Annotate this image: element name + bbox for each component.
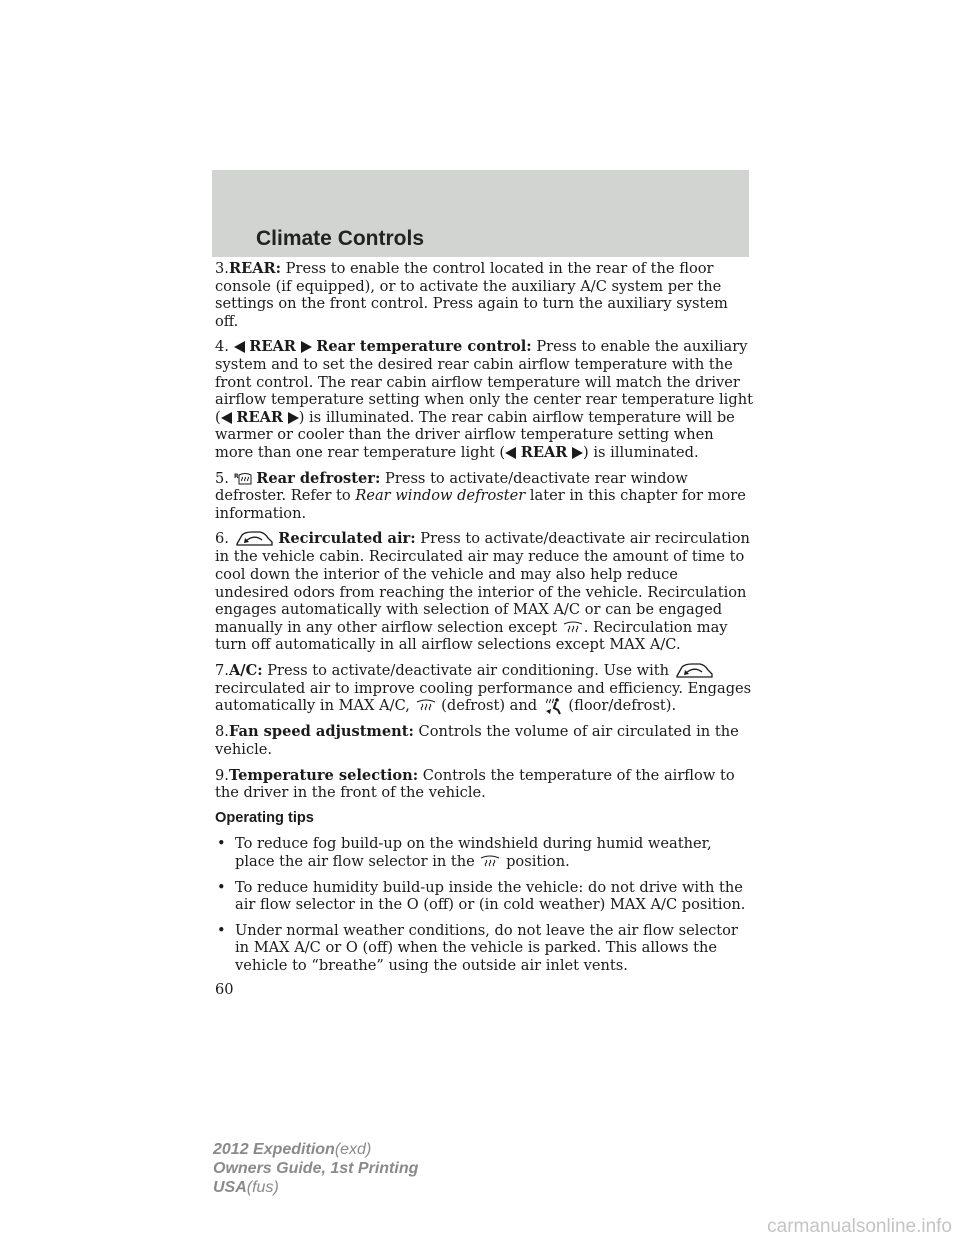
footer-model: 2012 Expedition xyxy=(213,1141,335,1158)
item-text: Controls the volume of air circulated in the vehicle. xyxy=(215,723,739,759)
chapter-header-band xyxy=(212,170,749,257)
defrost-icon xyxy=(562,620,584,636)
page-content xyxy=(215,260,755,998)
arrow-right-icon xyxy=(288,412,299,424)
rear-indicator-label: REAR xyxy=(236,408,284,426)
section-heading: Operating tips xyxy=(215,809,314,826)
chapter-title: Climate Controls xyxy=(256,227,425,250)
item-number: 6. xyxy=(215,530,229,548)
rear-indicator-label: REAR xyxy=(249,338,296,356)
item-term: Recirculated air: xyxy=(278,530,416,548)
arrow-left-icon xyxy=(505,447,516,459)
tip-text: To reduce humidity build-up inside the vehicle: do not drive with the air flow selector in the O (off) or (in cold weather) MAX A/C position. xyxy=(235,878,746,914)
item-term: Rear temperature control: xyxy=(316,338,532,356)
arrow-left-icon xyxy=(234,341,245,353)
item-5 xyxy=(215,470,755,523)
item-3 xyxy=(215,260,755,330)
floor-defrost-icon xyxy=(542,697,564,715)
item-text: Press to activate/deactivate air conditioning. Use with xyxy=(267,661,674,679)
arrow-right-icon xyxy=(572,447,583,459)
bullet-mark: • xyxy=(217,835,226,853)
item-number: 8. xyxy=(215,723,229,741)
tip-item xyxy=(215,879,755,914)
item-term: Rear defroster: xyxy=(256,469,381,487)
footer-edition: Owners Guide, 1st Printing xyxy=(213,1160,419,1177)
bullet-mark: • xyxy=(217,878,226,896)
item-text: Press to enable the auxiliary system and to set the desired rear cabin airflow temperature with the front control. The rear cabin airflow temperature will match the driver airflow temperature setting when only the center rear temperature light ( xyxy=(215,338,753,426)
print-footer xyxy=(213,1140,418,1197)
arrow-left-icon xyxy=(221,412,232,424)
item-number: 4. xyxy=(215,338,229,356)
item-text: recirculated air to improve cooling performance and efficiency. Engages automatically in MAX A/C, xyxy=(215,679,752,715)
item-number: 9. xyxy=(215,766,229,784)
item-text: Press to activate/deactivate air recirculation in the vehicle cabin. Recirculated air may reduce the amount of time to cool down the interior of the vehicle and may also help reduce undesired odors from reaching the interior of the vehicle. Recirculation engages automatically with selection of MAX A/C or can be engaged manually in any other airflow selection except xyxy=(215,530,750,636)
item-text: Controls the temperature of the airflow to the driver in the front of the vehicle. xyxy=(215,766,735,802)
item-term: Fan speed adjustment: xyxy=(228,723,414,741)
item-number: 5. xyxy=(215,469,229,487)
footer-market: USA xyxy=(213,1179,247,1196)
rear-defrost-icon xyxy=(234,472,252,486)
tip-item xyxy=(215,922,755,975)
item-text: . Recirculation may turn off automatically in all airflow selections except MAX A/C. xyxy=(215,618,728,654)
footer-code: (exd) xyxy=(334,1141,372,1158)
page-number: 60 xyxy=(215,980,234,998)
item-term: A/C: xyxy=(228,661,263,679)
tip-item xyxy=(215,835,755,870)
recirculation-icon xyxy=(674,662,714,680)
site-watermark: carmanualsonline.info xyxy=(767,1216,952,1237)
item-text: later in this chapter for more information. xyxy=(215,487,746,522)
item-8 xyxy=(215,723,755,758)
tip-text: position. xyxy=(501,853,570,871)
tip-text: To reduce fog build-up on the windshield during humid weather, place the air flow selector in the xyxy=(235,835,712,871)
svg-text:R: R xyxy=(233,472,239,480)
item-number: 3. xyxy=(215,260,229,277)
tip-text: Under normal weather conditions, do not leave the air flow selector in MAX A/C or O (off) when the vehicle is parked. This allows the vehicle to “breathe” using the outside air inlet vents. xyxy=(235,921,738,974)
item-4 xyxy=(215,338,755,461)
item-7 xyxy=(215,662,755,716)
footer-market-code: (fus) xyxy=(246,1179,279,1196)
item-number: 7. xyxy=(215,661,229,679)
item-text: (floor/defrost). xyxy=(563,697,677,715)
item-term: REAR: xyxy=(228,260,282,277)
cross-reference: Rear window defroster xyxy=(355,487,526,505)
item-text: ) is illuminated. xyxy=(583,443,699,461)
item-text: Press to enable the control located in the rear of the floor console (if equipped), or to activate the auxiliary A/C system per the settings on the front control. Press again to turn the auxiliary system off. xyxy=(215,260,728,330)
item-text: Press to activate/deactivate rear window defroster. Refer to xyxy=(215,469,688,505)
item-term: Temperature selection: xyxy=(228,766,419,784)
arrow-right-icon xyxy=(301,341,312,353)
item-6 xyxy=(215,530,755,654)
recirculation-icon xyxy=(234,530,274,548)
item-text: (defrost) and xyxy=(436,697,542,715)
item-text: ) is illuminated. The rear cabin airflow temperature will be warmer or cooler than the driver airflow temperature setting when more than one rear temperature light ( xyxy=(215,408,735,461)
item-9 xyxy=(215,767,755,802)
bullet-mark: • xyxy=(217,921,226,939)
defrost-icon xyxy=(415,698,437,714)
defrost-icon xyxy=(479,854,501,870)
rear-indicator-label: REAR xyxy=(520,443,568,461)
